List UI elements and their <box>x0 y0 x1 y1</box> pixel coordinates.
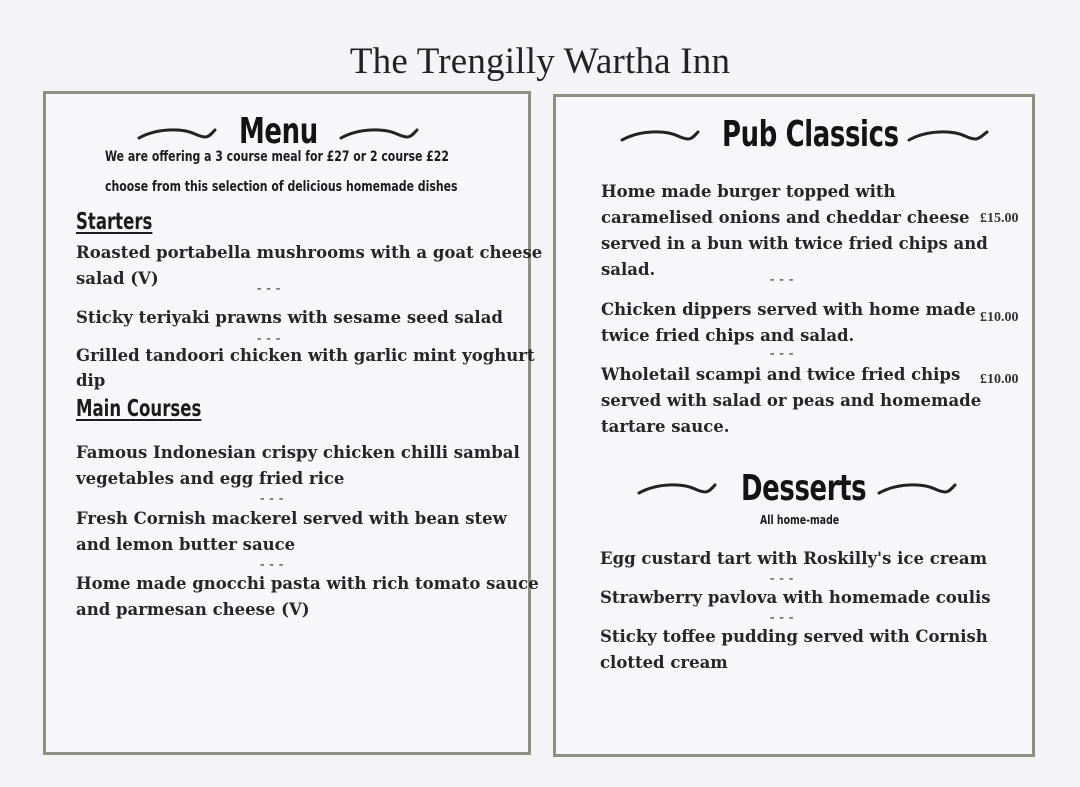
swirl-ornament-icon <box>907 126 989 146</box>
menu-item-line: Home made gnocchi pasta with rich tomato sauce <box>76 574 539 593</box>
price: £10.00 <box>980 310 1019 325</box>
dessert-item-line: Strawberry pavlova with homemade coulis <box>600 588 991 607</box>
separator: --- <box>768 610 797 626</box>
separator: --- <box>768 272 797 288</box>
classic-item-line: served in a bun with twice fried chips and <box>601 234 988 253</box>
offer-text: choose from this selection of delicious homemade dishes <box>105 179 458 195</box>
offer-text: We are offering a 3 course meal for £27 or 2 course £22 <box>105 149 449 165</box>
dessert-item-line: Sticky toffee pudding served with Cornish <box>600 627 988 646</box>
classic-item-line: caramelised onions and cheddar cheese <box>601 208 970 227</box>
classic-item-line: Home made burger topped with <box>601 182 896 201</box>
price: £10.00 <box>980 372 1019 387</box>
main-courses-heading: Main Courses <box>76 396 202 422</box>
page-title: The Trengilly Wartha Inn <box>349 41 731 82</box>
classic-item-line: Wholetail scampi and twice fried chips <box>601 365 961 384</box>
price: £15.00 <box>980 211 1019 226</box>
desserts-heading: Desserts <box>741 468 867 509</box>
menu-item-line: Grilled tandoori chicken with garlic mint yoghurt <box>76 346 535 365</box>
classic-item-line: Chicken dippers served with home made <box>601 300 976 319</box>
separator: --- <box>258 557 287 573</box>
desserts-subtitle: All home-made <box>760 513 840 527</box>
dessert-item-line: clotted cream <box>600 653 728 672</box>
menu-item-line: salad (V) <box>76 269 159 288</box>
swirl-ornament-icon <box>877 479 957 499</box>
menu-heading: Menu <box>239 111 318 152</box>
separator: --- <box>768 346 797 362</box>
starters-heading: Starters <box>76 209 153 235</box>
swirl-ornament-icon <box>339 124 419 144</box>
classic-item-line: twice fried chips and salad. <box>601 326 855 345</box>
menu-item-line: Roasted portabella mushrooms with a goat cheese <box>76 243 543 262</box>
separator: --- <box>255 281 284 297</box>
classic-item-line: served with salad or peas and homemade <box>601 391 982 410</box>
dessert-item-line: Egg custard tart with Roskilly's ice cream <box>600 549 988 568</box>
menu-item-line: vegetables and egg fried rice <box>76 469 345 488</box>
menu-item-line: dip <box>76 371 106 390</box>
menu-item-line: Fresh Cornish mackerel served with bean stew <box>76 509 507 528</box>
pub-classics-heading: Pub Classics <box>722 114 899 155</box>
menu-item-line: and parmesan cheese (V) <box>76 600 310 619</box>
separator: --- <box>768 571 797 587</box>
menu-item-line: Sticky teriyaki prawns with sesame seed salad <box>76 308 503 327</box>
swirl-ornament-icon <box>637 479 717 499</box>
separator: --- <box>258 491 287 507</box>
menu-item-line: Famous Indonesian crispy chicken chilli sambal <box>76 443 520 462</box>
classic-item-line: tartare sauce. <box>601 417 730 436</box>
menu-item-line: and lemon butter sauce <box>76 535 296 554</box>
swirl-ornament-icon <box>620 126 700 146</box>
separator: --- <box>255 331 284 347</box>
classic-item-line: salad. <box>601 260 656 279</box>
swirl-ornament-icon <box>137 124 217 144</box>
